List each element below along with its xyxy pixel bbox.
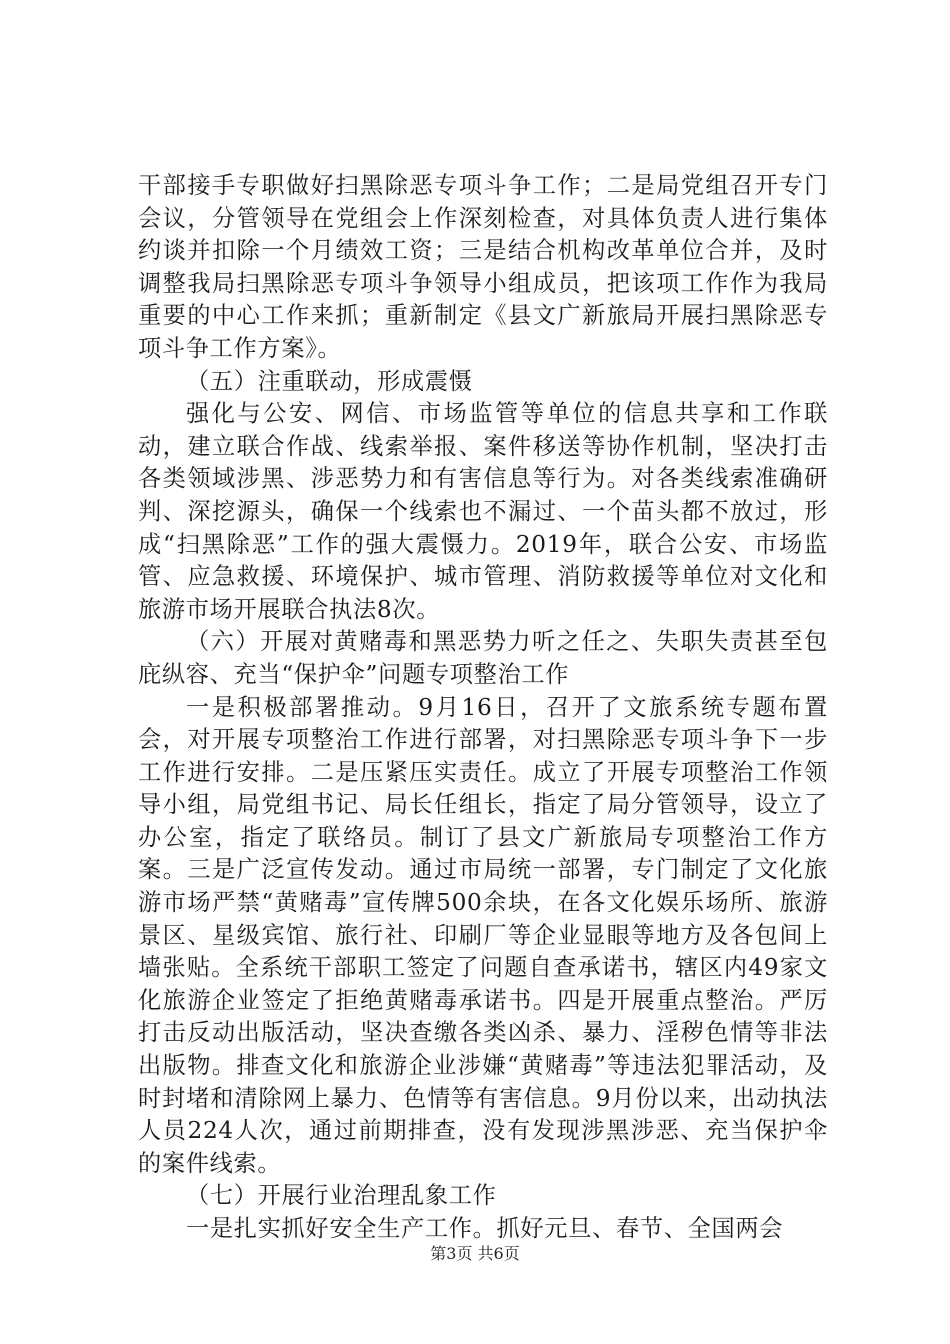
paragraph-special-rectification: 一是积极部署推动。9月16日，召开了文旅系统专题布置会，对开展专项整治工作进行部署，对扫黑除恶专项斗争下一步工作进行安排。二是压紧压实责任。成立了开展专项整治工作领导小组，局党组书记、局长任组长，指定了局分管领导，设立了办公室，指定了联络员。制订了县文广新旅局专项整治工作方案。三是广泛宣传发动。通过市局统一部署，专门制定了文化旅游市场严禁“黄赌毒”宣传牌500余块，在各文化娱乐场所、旅游景区、星级宾馆、旅行社、印刷厂等企业显眼等地方及各包间上墙张贴。全系统干部职工签定了问题自查承诺书，辖区内49家文化旅游企业签定了拒绝黄赌毒承诺书。四是开展重点整治。严厉打击反动出版活动，坚决查缴各类凶杀、暴力、淫秽色情等非法出版物。排查文化和旅游企业涉嫌“黄赌毒”等违法犯罪活动，及时封堵和清除网上暴力、色情等有害信息。9月份以来，出动执法人员224人次，通过前期排查，没有发现涉黑涉恶、充当保护伞的案件线索。 [138,693,828,1177]
paragraph-safety-production: 一是扎实抓好安全生产工作。抓好元旦、春节、全国两会 [186,1215,784,1242]
paragraph-liaison: 强化与公安、网信、市场监管等单位的信息共享和工作联动，建立联合作战、线索举报、案件移送等协作机制，坚决打击各类领域涉黑、涉恶势力和有害信息等行为。对各类线索准确研判、深挖源头，确保一个线索也不漏过、一个苗头都不放过，形成“扫黑除恶”工作的强大震慑力。2019年，联合公安、市场监管、应急救援、环境保护、城市管理、消防救援等单位对文化和旅游市场开展联合执法8次。 [138,400,828,623]
page-number-footer: 第3页 共6页 [430,1244,520,1263]
section-heading-5: （五）注重联动，形成震慑 [186,367,473,395]
paragraph-continuation: 干部接手专职做好扫黑除恶专项斗争工作；二是局党组召开专门会议，分管领导在党组会上作深刻检查，对具体负责人进行集体约谈并扣除一个月绩效工资；三是结合机构改革单位合并，及时调整我局扫黑除恶专项斗争领导小组成员，把该项工作作为我局重要的中心工作来抓；重新制定《县文广新旅局开展扫黑除恶专项斗争工作方案》。 [138,172,828,362]
section-heading-6: （六）开展对黄赌毒和黑恶势力听之任之、失职失责甚至包庇纵容、充当“保护伞”问题专项整治工作 [138,628,828,688]
document-body [138,170,828,1246]
section-heading-7: （七）开展行业治理乱象工作 [186,1182,497,1210]
